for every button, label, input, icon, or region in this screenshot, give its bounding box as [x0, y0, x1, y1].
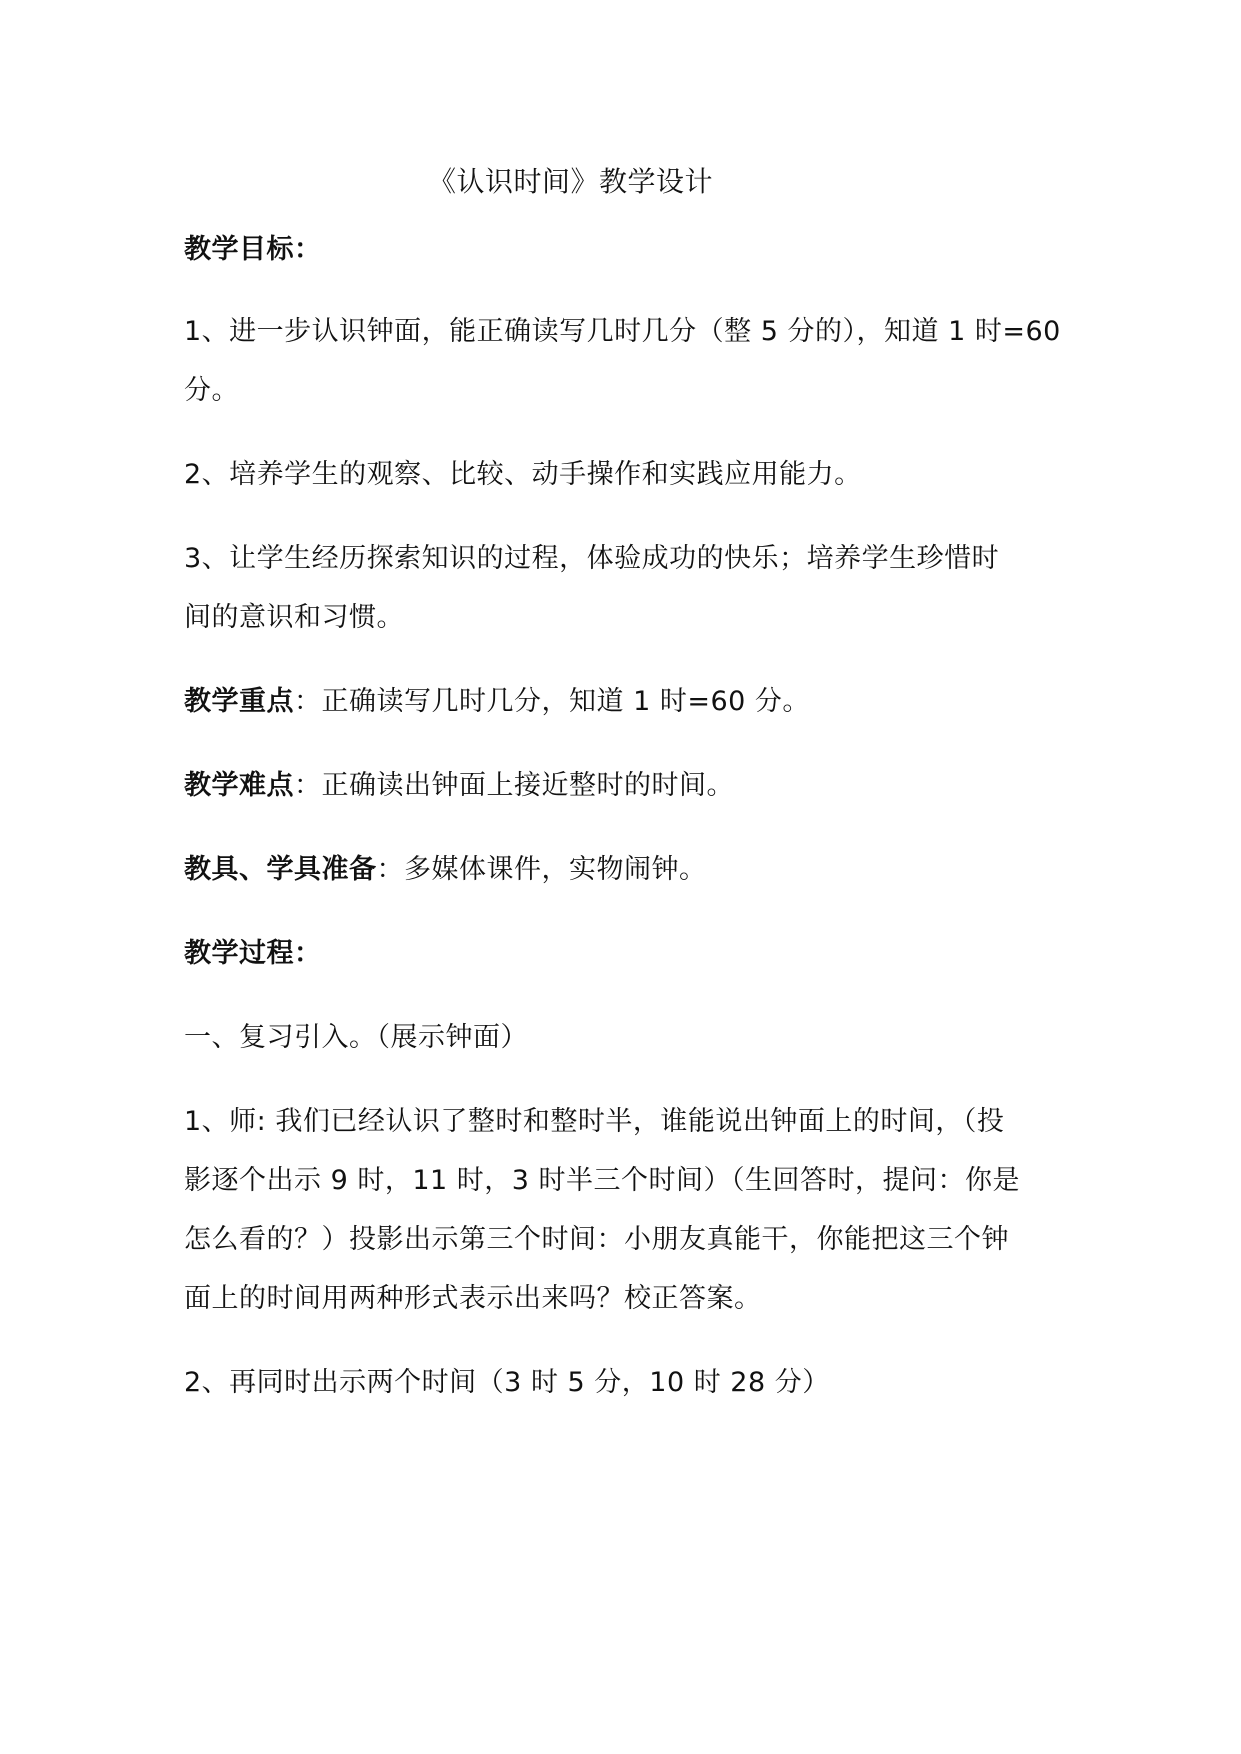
step-2: 2、再同时出示两个时间（3 时 5 分，10 时 28 分）	[184, 1367, 830, 1398]
difficulty-text: ：正确读出钟面上接近整时的时间。	[294, 770, 734, 801]
step-1-line-1: 1、师: 我们已经认识了整时和整时半，谁能说出钟面上的时间，（投	[184, 1106, 1005, 1137]
materials-label: 教具、学具准备	[184, 854, 377, 885]
step-1-line-2: 影逐个出示 9 时，11 时，3 时半三个时间）（生回答时，提问：你是	[184, 1165, 1021, 1196]
process-heading: 教学过程：	[184, 938, 322, 969]
difficulty-label: 教学难点	[184, 770, 294, 801]
step-1-line-4: 面上的时间用两种形式表示出来吗？校正答案。	[184, 1283, 762, 1314]
materials-paragraph	[184, 852, 707, 888]
objective-1-line-1: 1、进一步认识钟面，能正确读写几时几分（整 5 分的），知道 1 时=60	[184, 316, 1061, 347]
materials-text: ：多媒体课件，实物闹钟。	[376, 854, 707, 885]
document-title: 《认识时间》教学设计	[428, 165, 714, 198]
key-points-text: ：正确读写几时几分，知道 1 时=60 分。	[294, 686, 810, 717]
objective-3-line-1: 3、让学生经历探索知识的过程，体验成功的快乐；培养学生珍惜时	[184, 543, 1000, 574]
objective-3-line-2: 间的意识和习惯。	[184, 602, 404, 633]
key-points-label: 教学重点	[184, 686, 294, 717]
objective-2: 2、培养学生的观察、比较、动手操作和实践应用能力。	[184, 459, 862, 490]
key-points-paragraph	[184, 684, 810, 720]
step-1-line-3: 怎么看的？）投影出示第三个时间：小朋友真能干，你能把这三个钟	[184, 1224, 1009, 1255]
section-1-heading: 一、复习引入。（展示钟面）	[184, 1022, 528, 1053]
objective-1-line-2: 分。	[184, 375, 239, 406]
difficulty-paragraph	[184, 768, 734, 804]
objectives-heading: 教学目标：	[184, 234, 322, 265]
